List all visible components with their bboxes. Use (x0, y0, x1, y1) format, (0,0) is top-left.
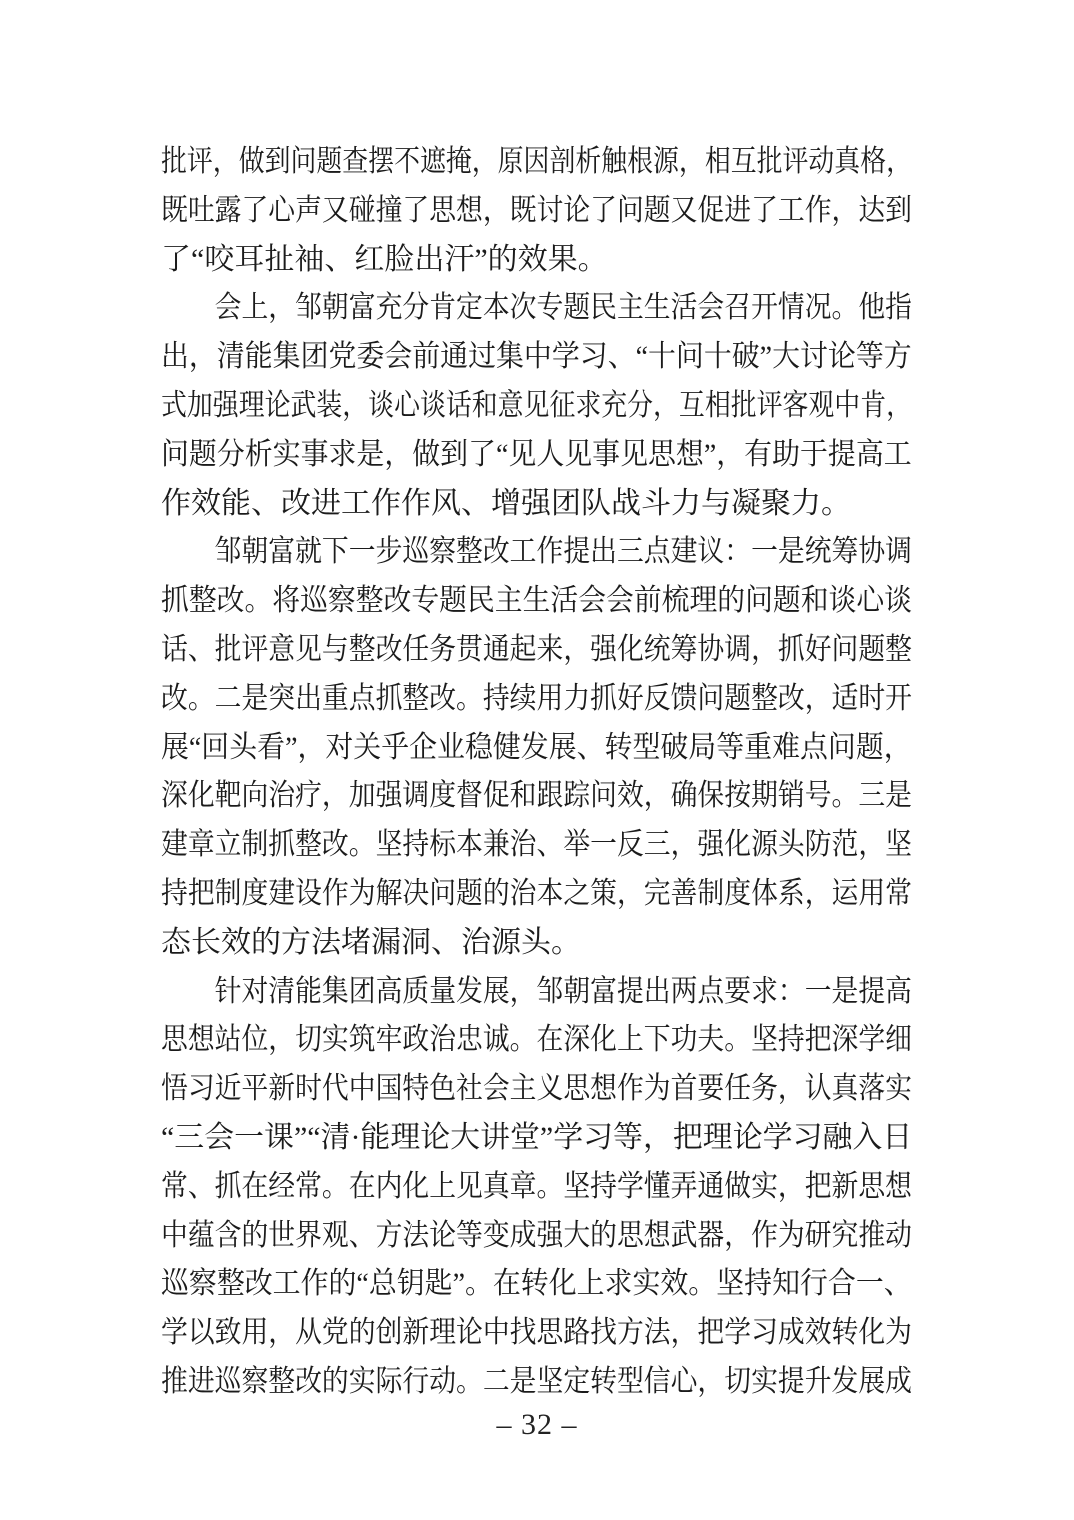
text-line: 既吐露了心声又碰撞了思想，既讨论了问题又促进了工作，达到 (161, 193, 912, 227)
page-footer (0, 1405, 1074, 1445)
text-line: “三会一课”“清·能理论大讲堂”学习等，把理论学习融入日 (161, 1120, 913, 1154)
paragraph (161, 528, 912, 967)
text-line: 态长效的方法堵漏洞、治源头。 (161, 925, 581, 959)
text-line: 建章立制抓整改。坚持标本兼治、举一反三，强化源头防范，坚 (161, 828, 912, 862)
text-line: 话、批评意见与整改任务贯通起来，强化统筹协调，抓好问题整 (161, 632, 912, 666)
text-line: 批评，做到问题查摆不遮掩，原因剖析触根源，相互批评动真格， (161, 145, 912, 178)
text-line: 出，清能集团党委会前通过集中学习、“十问十破”大讨论等方 (161, 340, 912, 374)
text-line: 式加强理论武装，谈心谈话和意见征求充分，互相批评客观中肯， (161, 388, 912, 422)
paragraph (161, 138, 912, 284)
page-number: – 32 – (496, 1408, 578, 1441)
document-body (161, 138, 912, 1407)
text-line: 作效能、改进工作作风、增强团队战斗力与凝聚力。 (161, 486, 851, 520)
text-line: 常、抓在经常。在内化上见真章。坚持学懂弄通做实，把新思想 (161, 1169, 912, 1203)
paragraph (161, 968, 912, 1407)
text-line: 改。二是突出重点抓整改。持续用力抓好反馈问题整改，适时开 (161, 681, 912, 715)
text-line: 抓整改。将巡察整改专题民主生活会会前梳理的问题和谈心谈 (161, 584, 912, 618)
text-line: 展“回头看”，对关乎企业稳健发展、转型破局等重难点问题， (161, 730, 912, 764)
text-line: 深化靶向治疗，加强调度督促和跟踪问效，确保按期销号。三是 (161, 779, 912, 813)
text-line: 针对清能集团高质量发展，邹朝富提出两点要求：一是提高 (214, 974, 913, 1008)
paragraph (161, 284, 912, 528)
text-line: 悟习近平新时代中国特色社会主义思想作为首要任务，认真落实 (161, 1072, 912, 1106)
text-line: 持把制度建设作为解决问题的治本之策，完善制度体系，运用常 (161, 876, 912, 910)
text-line: 思想站位，切实筑牢政治忠诚。在深化上下功夫。坚持把深学细 (161, 1023, 912, 1057)
text-line: 了“咬耳扯袖、红脸出汗”的效果。 (161, 242, 608, 276)
text-line: 中蕴含的世界观、方法论等变成强大的思想武器，作为研究推动 (161, 1218, 912, 1252)
text-line: 会上，邹朝富充分肯定本次专题民主生活会召开情况。他指 (214, 291, 913, 325)
text-line: 推进巡察整改的实际行动。二是坚定转型信心，切实提升发展成 (161, 1364, 912, 1398)
text-line: 学以致用，从党的创新理论中找思路找方法，把学习成效转化为 (161, 1316, 912, 1350)
text-line: 邹朝富就下一步巡察整改工作提出三点建议：一是统筹协调 (214, 535, 913, 569)
text-line: 巡察整改工作的“总钥匙”。在转化上求实效。坚持知行合一、 (161, 1267, 912, 1301)
text-line: 问题分析实事求是，做到了“见人见事见思想”，有助于提高工 (161, 437, 912, 471)
